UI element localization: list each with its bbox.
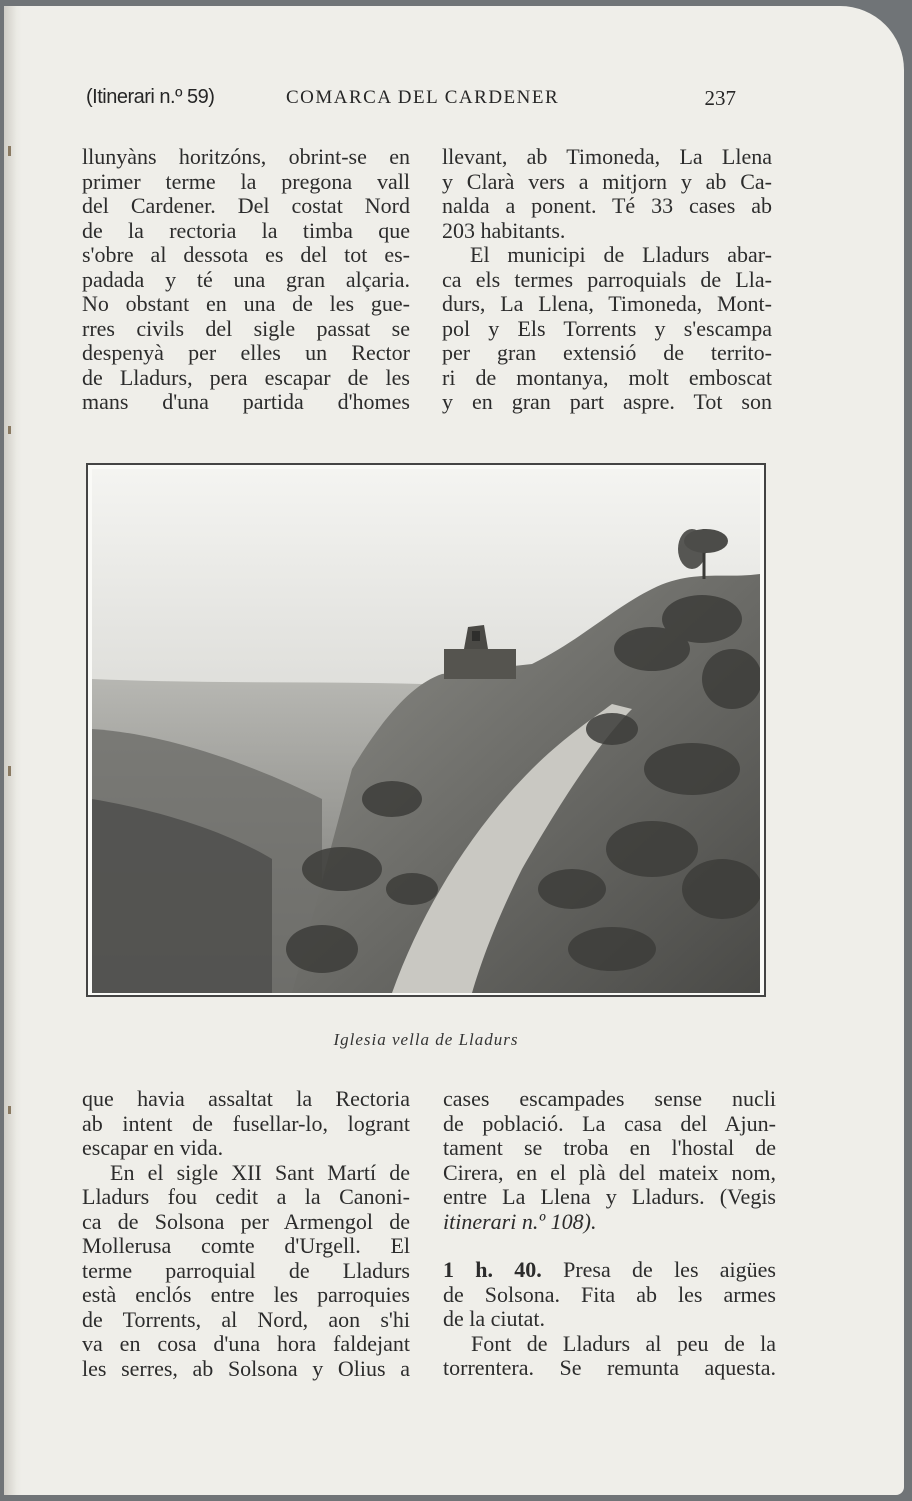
text-line: y en gran part aspre. Tot son: [442, 389, 772, 414]
text-line: despenyà per elles un Rector: [82, 340, 410, 365]
page-number: 237: [704, 86, 736, 110]
itinerary-reference: (Itinerari n.º 59): [86, 86, 215, 108]
text-line: 203 habitants.: [442, 217, 566, 243]
tree-crown: [684, 529, 728, 553]
text-column-top-right: [442, 145, 772, 415]
text-line: [443, 1258, 776, 1283]
church-body: [444, 649, 516, 679]
text-line: escapar en vida.: [82, 1135, 224, 1160]
spine-mark: [8, 1106, 11, 1114]
text-line: nalda a ponent. Té 33 cases ab: [442, 193, 772, 218]
text-line: ca els termes parroquials de Lla-: [442, 266, 772, 292]
text-line: El municipi de Lladurs abar-: [470, 242, 772, 267]
text-line: està enclós entre les parroquies: [82, 1282, 410, 1307]
section-title: COMARCA DEL CARDENER: [286, 87, 560, 108]
text-line: No obstant en una de les gue-: [82, 291, 410, 316]
text-line: de Lladurs, pera escapar de les: [82, 364, 410, 390]
text-line: Lladurs fou cedit a la Canoni-: [82, 1184, 410, 1209]
text-line: Cirera, en el plà del mateix nom,: [443, 1159, 776, 1185]
text-line: mans d'una partida d'homes: [82, 389, 410, 414]
photo-caption: Iglesia vella de Lladurs: [333, 1030, 519, 1049]
text-line: ca de Solsona per Armengol de: [82, 1208, 410, 1234]
text-line: pol y Els Torrents y s'escampa: [442, 315, 772, 341]
text-line: ri de montanya, molt emboscat: [442, 364, 772, 390]
belfry-opening: [472, 631, 480, 641]
text-line: per gran extensió de territo-: [442, 340, 772, 365]
text-line: de Torrents, al Nord, aon s'hi: [82, 1306, 410, 1332]
running-head: [86, 86, 736, 116]
text-line: tament se troba en l'hostal de: [443, 1135, 776, 1160]
text-line: s'obre al dessota es del tot es-: [82, 242, 410, 267]
text-line: En el sigle XII Sant Martí de: [110, 1159, 410, 1185]
text-column-bottom-left: [82, 1087, 410, 1381]
church-landscape-photo: [92, 469, 760, 993]
text-column-bottom-right: [443, 1087, 776, 1381]
time-marker: 1 h. 40.: [443, 1257, 542, 1282]
text-line: cases escampades sense nucli: [443, 1086, 776, 1111]
text-line: va en cosa d'una hora faldejant: [82, 1331, 410, 1356]
text-line: llevant, ab Timoneda, La Llena: [442, 144, 772, 169]
paragraph-gap: [443, 1234, 776, 1258]
text-fragment: Presa de les aigües: [563, 1257, 776, 1282]
text-line: padada y té una gran alçaria.: [82, 266, 410, 292]
text-line: durs, La Llena, Timoneda, Mont-: [442, 291, 772, 316]
text-line: primer terme la pregona vall: [82, 168, 410, 194]
page-spine: [4, 6, 22, 1495]
text-column-top-left: [82, 145, 410, 415]
text-line: ab intent de fusellar-lo, logrant: [82, 1110, 410, 1136]
text-line: que havia assaltat la Rectoria: [82, 1086, 410, 1111]
text-line: terme parroquial de Lladurs: [82, 1257, 410, 1283]
text-line: y Clarà vers a mitjorn y ab Ca-: [442, 168, 772, 194]
text-line: de la ciutat.: [443, 1306, 546, 1331]
text-line: itinerari n.º 108).: [443, 1208, 597, 1234]
text-line: de població. La casa del Ajun-: [443, 1110, 776, 1136]
text-line: torrentera. Se remunta aquesta.: [443, 1355, 776, 1380]
photo-frame: [86, 463, 766, 997]
text-line: llunyàns horitzóns, obrint-se en: [82, 144, 410, 169]
text-line: de la rectoria la timba que: [82, 217, 410, 243]
text-line: Font de Lladurs al peu de la: [471, 1330, 776, 1356]
spine-mark: [8, 766, 11, 776]
text-line: del Cardener. Del costat Nord: [82, 193, 410, 218]
text-line: Mollerusa comte d'Urgell. El: [82, 1233, 410, 1258]
spine-mark: [8, 426, 11, 434]
text-line: rres civils del sigle passat se: [82, 315, 410, 341]
text-line: entre La Llena y Lladurs. (Vegis: [443, 1184, 776, 1209]
text-line: de Solsona. Fita ab les armes: [443, 1281, 776, 1307]
spine-mark: [8, 146, 11, 156]
text-line: les serres, ab Solsona y Olius a: [82, 1355, 410, 1381]
